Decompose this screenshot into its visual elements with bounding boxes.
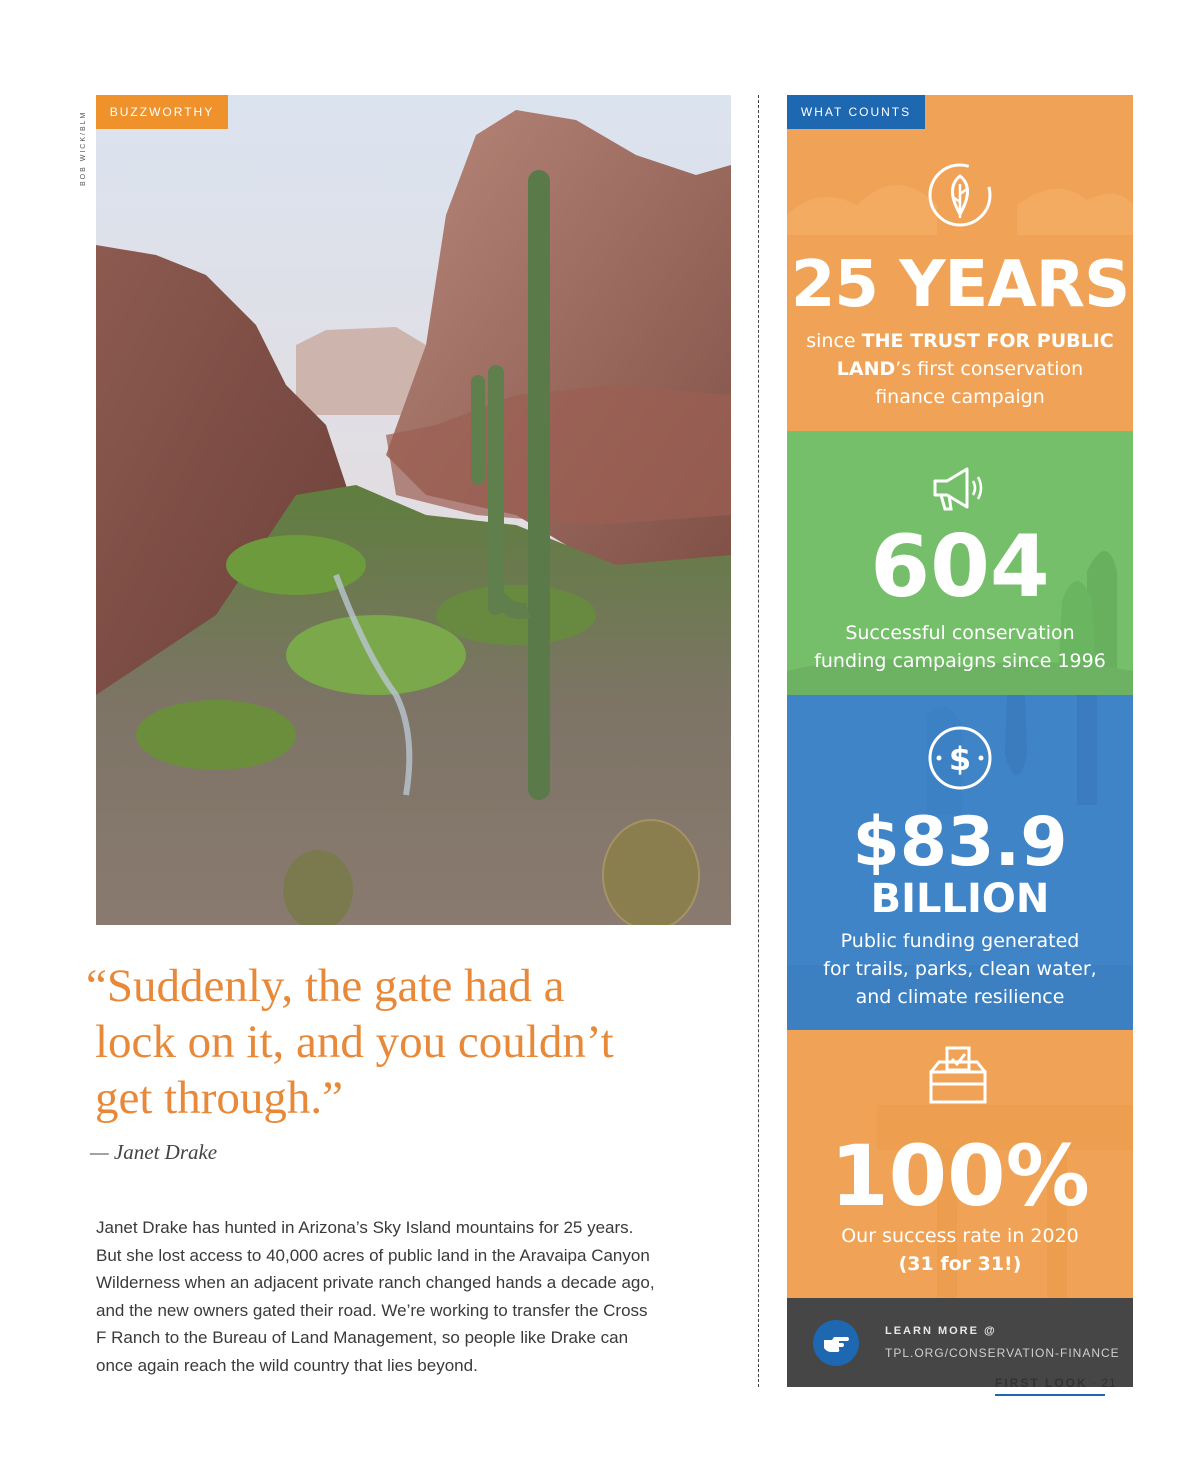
section-tag: BUZZWORTHY bbox=[96, 95, 228, 129]
stat-value: 100% bbox=[830, 1127, 1090, 1225]
quote-line: “Suddenly, the gate had a bbox=[86, 960, 565, 1012]
body-line: Janet Drake has hunted in Arizona’s Sky Island mountains for 25 years. bbox=[96, 1218, 634, 1237]
caption-line: (31 for 31!) bbox=[898, 1253, 1022, 1275]
stat-caption bbox=[787, 327, 1133, 411]
leaf-cycle-icon bbox=[925, 160, 995, 230]
megaphone-icon bbox=[923, 453, 993, 523]
body-line: Wilderness when an adjacent private ranch changed hands a decade ago, bbox=[96, 1273, 655, 1292]
page-footer bbox=[995, 1376, 1117, 1396]
caption-line: Our success rate in 2020 bbox=[841, 1225, 1079, 1247]
stat-caption bbox=[787, 619, 1133, 675]
dollar-icon bbox=[925, 723, 995, 793]
sidebar-tag: WHAT COUNTS bbox=[787, 95, 925, 129]
stat-value: $83.9 bbox=[852, 803, 1068, 882]
stat-panel-success bbox=[787, 1030, 1133, 1298]
org-name: THE TRUST FOR PUBLIC bbox=[861, 330, 1114, 352]
page-number: 21 bbox=[1101, 1376, 1117, 1390]
what-counts-sidebar bbox=[787, 95, 1133, 1387]
svg-text:$: $ bbox=[948, 740, 972, 778]
pointing-hand-glyph bbox=[822, 1332, 850, 1354]
pointing-hand-icon[interactable] bbox=[813, 1320, 859, 1366]
quote-line: lock on it, and you couldn’t bbox=[95, 1016, 614, 1068]
stat-caption bbox=[787, 927, 1133, 1011]
canyon-photo bbox=[96, 95, 731, 925]
org-name: LAND bbox=[836, 358, 896, 380]
ballot-box-icon bbox=[923, 1040, 993, 1110]
body-line: and the new owners gated their road. We’re working to transfer the Cross bbox=[96, 1300, 648, 1320]
quote-attribution: — Janet Drake bbox=[90, 1140, 218, 1164]
quote-line: get through.” bbox=[95, 1072, 343, 1124]
body-paragraph bbox=[96, 1214, 726, 1379]
stat-value: 604 bbox=[870, 517, 1050, 617]
caption-line: for trails, parks, clean water, bbox=[823, 958, 1097, 980]
stat-panel-campaigns bbox=[787, 431, 1133, 695]
stat-value: 25 YEARS bbox=[790, 248, 1130, 322]
footer-separator: · bbox=[1092, 1376, 1098, 1390]
stat-panel-funding bbox=[787, 695, 1133, 1030]
body-line: once again reach the wild country that lies beyond. bbox=[96, 1355, 478, 1375]
caption-line: Public funding generated bbox=[840, 930, 1080, 952]
section-name: FIRST LOOK bbox=[995, 1376, 1088, 1390]
caption-line: Successful conservation bbox=[845, 622, 1075, 644]
canyon-illustration bbox=[96, 95, 731, 925]
caption-line: and climate resilience bbox=[855, 986, 1065, 1008]
caption-text: finance campaign bbox=[875, 386, 1045, 408]
stat-unit: BILLION bbox=[870, 876, 1050, 922]
caption-text: since bbox=[806, 330, 862, 352]
column-divider bbox=[758, 95, 759, 1387]
caption-line: funding campaigns since 1996 bbox=[814, 650, 1106, 672]
learn-more-label: LEARN MORE @ bbox=[885, 1325, 997, 1337]
pull-quote bbox=[86, 958, 726, 1126]
caption-text: ’s first conservation bbox=[895, 358, 1084, 380]
stat-caption bbox=[787, 1222, 1133, 1278]
stat-panel-years bbox=[787, 95, 1133, 431]
body-line: F Ranch to the Bureau of Land Management, so people like Drake can bbox=[96, 1328, 629, 1347]
learn-more-link[interactable]: TPL.ORG/CONSERVATION-FINANCE bbox=[885, 1346, 1120, 1360]
photo-credit: BOB WICK/BLM bbox=[80, 110, 87, 186]
learn-more-bar[interactable] bbox=[787, 1298, 1133, 1387]
body-line: But she lost access to 40,000 acres of public land in the Aravaipa Canyon bbox=[96, 1245, 650, 1265]
